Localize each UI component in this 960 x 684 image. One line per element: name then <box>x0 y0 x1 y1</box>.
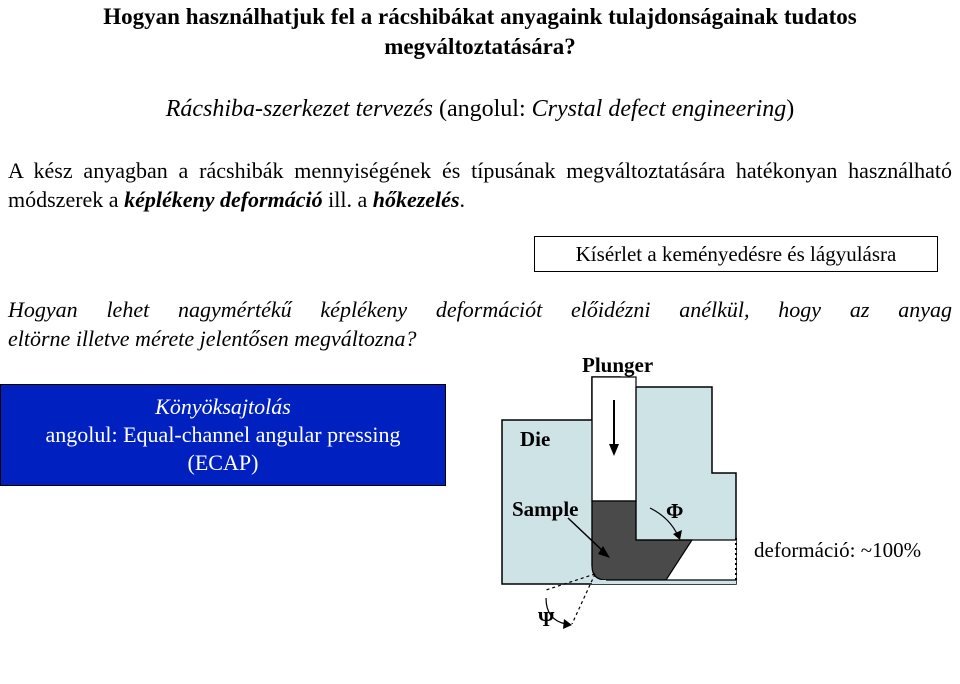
phi-label: Φ <box>666 499 684 523</box>
psi-arc-head <box>563 619 572 629</box>
plunger-label: Plunger <box>582 353 654 377</box>
ecap-english-name: angolul: Equal-channel angular pressing <box>45 422 401 447</box>
subtitle-mid: (angolul: <box>432 96 532 122</box>
emphasis-heat-treatment: hőkezelés <box>372 187 460 212</box>
subtitle-end: ) <box>786 96 795 122</box>
die-label: Die <box>520 427 551 451</box>
ecap-diagram <box>490 348 960 684</box>
experiment-label: Kísérlet a keményedésre és lágyulásra <box>575 241 897 266</box>
sample-label: Sample <box>512 497 579 521</box>
deformation-label: deformáció: ~100% <box>754 538 922 562</box>
emphasis-plastic-deformation: képlékeny deformáció <box>124 187 323 212</box>
para1-text-c: . <box>459 187 465 212</box>
ecap-box <box>0 384 446 486</box>
ecap-abbreviation: (ECAP) <box>187 450 259 475</box>
ecap-hungarian-name: Könyöksajtolás <box>155 394 291 419</box>
question-line-2: eltörne illetve mérete jelentősen megváltozna? <box>8 326 417 351</box>
psi-label: Ψ <box>538 607 555 631</box>
subtitle-italic: Rácshiba-szerkezet tervezés <box>165 96 433 122</box>
title-line-2: megváltoztatására? <box>384 34 576 59</box>
para1-text-a: A kész anyagban a rácshibák mennyiségének és típusának megváltoztatására hatékonyan használható módszerek a <box>8 158 952 212</box>
subtitle <box>0 94 960 124</box>
question-paragraph <box>8 295 952 353</box>
intro-paragraph <box>8 156 952 214</box>
para1-text-b: ill. a <box>322 187 373 212</box>
experiment-link-box[interactable] <box>534 236 938 272</box>
title-line-1: Hogyan használhatjuk fel a rácshibákat anyagaink tulajdonságainak tudatos <box>103 4 857 29</box>
question-line-1: Hogyan lehet nagymértékű képlékeny deformációt előidézni anélkül, hogy az anyag <box>8 297 952 322</box>
page-title <box>0 2 960 62</box>
subtitle-english: Crystal defect engineering <box>531 96 787 122</box>
